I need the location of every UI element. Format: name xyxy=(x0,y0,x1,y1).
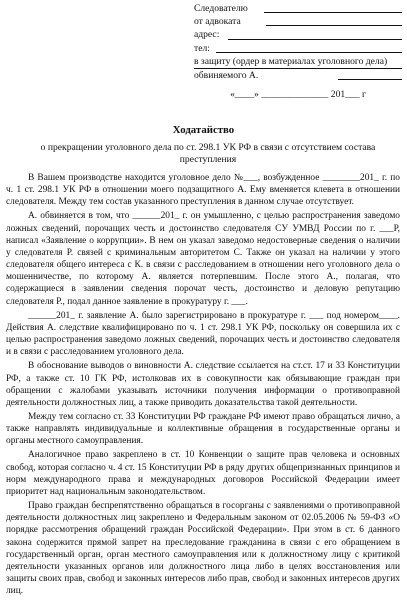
header-label: от адвоката xyxy=(194,16,241,28)
header-date xyxy=(194,88,402,101)
addressee-block xyxy=(194,2,402,101)
document-subtitle: о прекращении уголовного дела по ст. 298.1 УК РФ в связи с отсутствием состава преступления xyxy=(40,142,376,166)
header-line-defense xyxy=(194,55,402,69)
fill-line xyxy=(228,39,402,40)
header-line-phone xyxy=(194,42,402,55)
paragraph: А. обвиняется в том, что ______201_ г. он умышленно, с целью распространения заведомо ложных сведений, порочащих честь и достоинство следователя СУ УМВД России по г. ___Р, написал «Заявление о коррупции». В нем он указал заведомо недостоверные сведения о наличии у следователя Р. связей с криминальным авторитетом С. Также он указал на наличии у этого следователя общего интереса с К. в связи с расследованием в отношении него уголовного дела о мошенничестве, по которому А. является потерпевшим. После этого А., полагая, что содержащиеся в заявлении сведения порочат честь, достоинство и деловую репутацию следователя Р., подал данное заявление в прокуратуру г. ___. xyxy=(6,211,400,307)
paragraph: ______201_ г. заявление А. было зарегистрировано в прокуратуре г. ___ под номером____. Действия А. следствие квалифицировано по ч. 1 ст. 298.1 УК РФ, поскольку он совершила их с целью распространения заведомо ложных сведений, порочащих честь и достоинство следователя и в связи с расследованием уголовного дела. xyxy=(6,310,400,358)
header-line-address xyxy=(194,28,402,41)
date-text: «____» ______________ 201___ г xyxy=(230,89,366,101)
header-label: Следователю xyxy=(194,3,248,14)
document-title: Ходатайство xyxy=(172,124,235,136)
document-body xyxy=(6,172,400,599)
paragraph: В Вашем производстве находится уголовное дело №___, возбужденное ________201_ г. по ч. 1 ст. 298.1 УК РФ в отношении моего подзащитного А. Ему вменяется клевета в отношении следователя. Между тем состав указанного преступления в данном случае отсутствует. xyxy=(6,173,400,208)
fill-line xyxy=(338,79,402,80)
fill-line xyxy=(266,25,402,26)
paragraph: Между тем согласно ст. 33 Конституции РФ граждане РФ имеют право обращаться лично, а также направлять индивидуальные и коллективные обращения в государственные органы и органы местного самоуправления. xyxy=(6,411,400,447)
paragraph: Аналогичное право закреплено в ст. 10 Конвенции о защите прав человека и основных свобод, которая согласно ч. 4 ст. 15 Конституции РФ в ряду других общепризнанных принципов и норм международного права и международных договоров Российской Федерации имеет приоритет над национальным законодательством. xyxy=(6,450,400,497)
header-line-lawyer xyxy=(194,15,402,28)
fill-line xyxy=(264,12,402,13)
header-label: обвиняемого А. xyxy=(194,69,259,81)
header-line-investigator xyxy=(194,2,402,15)
header-label: адрес: xyxy=(194,29,220,41)
fill-line xyxy=(216,52,402,53)
header-label: тел: xyxy=(194,42,210,54)
paragraph: В обоснование выводов о виновности А. следствие ссылается на ст.ст. 17 и 33 Конституции РФ, а также ст. 10 ГК РФ, истолковав их в совокупности как обязывающие граждан при обращении с жалобами указывать источники получения информации о противоправной деятельности должностных лиц, а также приводить доказательства такой деятельности. xyxy=(6,361,400,408)
paragraph: Право граждан беспрепятственно обращаться в госорганы с заявлениями о противоправной деятельности должностных лиц закреплено и Федеральным законом от 02.05.2006 № 59-ФЗ «О порядке рассмотрения обращений граждан Российской Федерации». При этом в ст. 6 данного закона содержится прямой запрет на преследование гражданина в связи с его обращением в государственный орган, орган местного самоуправления или к должностному лицу с критикой деятельности указанных органов или должностного лица либо в целях восстановления или защиты своих прав, свобод и законных интересов либо прав, свобод и законных интересов других лиц. xyxy=(6,501,400,597)
header-label: в защиту (ордер в материалах уголовного дела) xyxy=(194,55,388,67)
header-line-accused xyxy=(194,69,402,82)
